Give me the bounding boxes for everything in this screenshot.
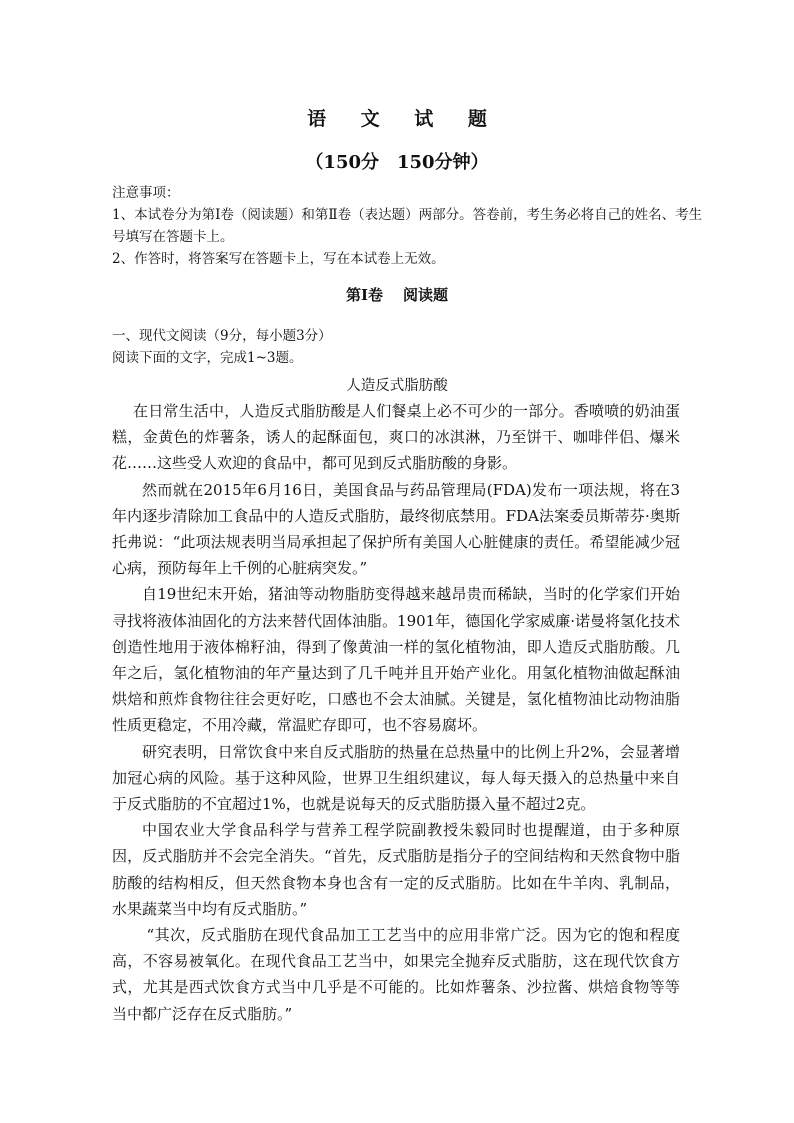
part-one-header: [112, 325, 712, 369]
exam-subtitle: （150分 150分钟）: [305, 152, 489, 173]
article-title: 人造反式脂肪酸: [346, 378, 448, 394]
article-paragraph: 然而就在2015年6月16日，美国食品与药品管理局(FDA)发布一项法规，将在3年内逐步清除加工食品中的人造反式脂肪，最终彻底禁用。FDA法案委员斯蒂芬·奥斯托弗说：“此项法规表明当局承担起了保护所有美国人心脏健康的责任。希望能减少冠心病，预防每年上千例的心脏病突发。”: [112, 480, 680, 578]
section-title: [0, 284, 794, 305]
article-paragraph: 中国农业大学食品科学与营养工程学院副教授朱毅同时也提醒道，由于多种原因，反式脂肪并不会完全消失。“首先，反式脂肪是指分子的空间结构和天然食物中脂肪酸的结构相反，但天然食物本身也含有一定的反式脂肪。比如在牛羊肉、乳制品，水果蔬菜当中均有反式脂肪。”: [112, 821, 680, 918]
section-name: 阅读题: [403, 286, 449, 304]
section-label: 第Ⅰ卷: [345, 286, 383, 304]
part-one-heading: 一、现代文阅读（9分，每小题3分）: [112, 328, 332, 344]
part-one-instruction: 阅读下面的文字，完成1~3题。: [112, 350, 303, 366]
article-paragraph: 研究表明，日常饮食中来自反式脂肪的热量在总热量中的比例上升2%，会显著增加冠心病的风险。基于这种风险，世界卫生组织建议，每人每天摄入的总热量中来自于反式脂肪的不宜超过1%，也就是说每天的反式脂肪摄入量不超过2克。: [112, 742, 680, 814]
notice-item-number: 1、: [112, 207, 135, 223]
notice-item: [112, 248, 712, 270]
notice-item-text: 本试卷分为第Ⅰ卷（阅读题）和第Ⅱ卷（表达题）两部分。答卷前，考生务必将自己的姓名、考生号填写在答题卡上。: [112, 207, 703, 245]
notice-heading: 注意事项：: [112, 185, 180, 201]
article-paragraph: “其次，反式脂肪在现代食品加工工艺当中的应用非常广泛。因为它的饱和程度高，不容易被氧化。在现代食品工艺当中，如果完全抛弃反式脂肪，这在现代饮食方式，尤其是西式饮食方式当中几乎是不可能的。比如炸薯条、沙拉酱、烘焙食物等等当中都广泛存在反式脂肪。”: [112, 926, 680, 1023]
article-paragraph: 在日常生活中，人造反式脂肪酸是人们餐桌上必不可少的一部分。香喷喷的奶油蛋糕，金黄色的炸薯条，诱人的起酥面包，爽口的冰淇淋，乃至饼干、咖啡伴侣、爆米花……这些受人欢迎的食品中，都可见到反式脂肪酸的身影。: [112, 402, 680, 473]
notice-block: [112, 182, 712, 270]
article-body: [112, 398, 680, 1027]
notice-item-number: 2、: [112, 251, 135, 267]
notice-item: [112, 204, 712, 248]
exam-title: 语 文 试 题: [307, 108, 501, 130]
article-paragraph: 自19世纪末开始，猪油等动物脂肪变得越来越昂贵而稀缺，当时的化学家们开始寻找将液体油固化的方法来替代固体油脂。1901年，德国化学家威廉·诺曼将氢化技术创造性地用于液体棉籽油，得到了像黄油一样的氢化植物油，即人造反式脂肪酸。几年之后，氢化植物油的年产量达到了几千吨并且开始产业化。用氢化植物油做起酥油烘焙和煎炸食物往往会更好吃，口感也不会太油腻。关键是，氢化植物油比动物油脂性质更稳定，不用冷藏，常温贮存即可，也不容易腐坏。: [112, 585, 680, 735]
notice-item-text: 作答时，将答案写在答题卡上，写在本试卷上无效。: [134, 251, 445, 267]
